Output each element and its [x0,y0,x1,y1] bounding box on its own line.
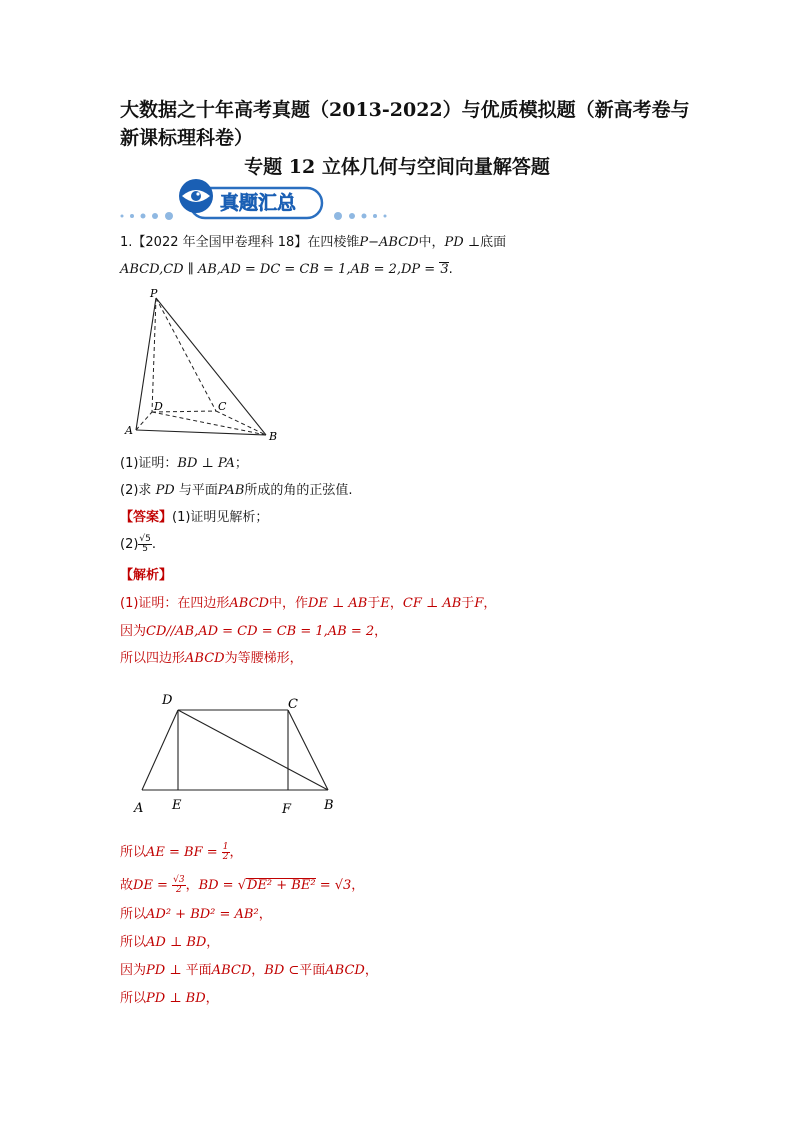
solution-math: ABCD [229,596,269,611]
question-1 [120,455,248,473]
pyramid-figure [118,284,288,444]
solution-fraction [172,876,185,895]
solution-math: ABCD [211,963,252,978]
solution-text: ， [205,991,219,1006]
question-text: 所成的角的正弦值. [244,483,353,498]
fraction-denominator: 2 [175,885,182,895]
solution-line-6 [120,906,272,924]
vertex-label-a: A [125,424,133,437]
solution-text: ， [389,596,403,611]
question-math: PAB [217,483,245,498]
problem-text: . [448,262,453,277]
solution-math: DE ⊥ AB [308,596,368,611]
solution-math: ABCD [325,963,365,978]
problem-math: P−ABCD [359,235,419,250]
solution-text: 平面 [181,963,212,978]
banner-label: 真题汇总 [219,192,297,214]
document-subtitle: 专题 12 立体几何与空间向量解答题 [244,156,550,178]
solution-text: 为等腰梯形， [224,651,303,666]
question-label: (2)求 [120,483,156,498]
solution-line-2 [120,623,387,641]
problem-line-1 [120,234,506,252]
solution-line-5 [120,876,364,895]
solution-math: AE = BF = [146,845,222,860]
vertex-label-d: D [154,400,163,413]
point-label-c: C [288,697,298,712]
solution-math: E [380,596,390,611]
solution-line-1 [120,595,496,613]
solution-text: ， [258,907,272,922]
problem-math: 3 [440,262,449,277]
vertex-label-p: P [150,287,158,300]
problem-math: PD ⊥ [444,235,481,250]
solution-tag: 【解析】 [120,568,173,583]
solution-line-7 [120,934,219,952]
problem-number: 1. [120,235,133,250]
solution-text: ， [185,878,199,893]
solution-text: 所以 [120,935,147,950]
point-label-e: E [172,798,182,813]
solution-text: (1)证明：在四边形 [120,596,230,611]
solution-text: ， [483,596,497,611]
answer-fraction [138,535,151,554]
question-math: BD ⊥ PA [177,456,235,471]
answer-text: (2) [120,537,139,552]
solution-line-8 [120,962,378,980]
question-label: (1)证明： [120,456,178,471]
solution-text: ， [364,963,378,978]
solution-tag-line [120,567,172,585]
solution-line-3 [120,650,303,668]
solution-math: PD ⊥ BD [146,991,206,1006]
solution-text: 所以 [120,845,147,860]
solution-math: ABCD [185,651,225,666]
dot-row-right [334,212,387,220]
point-label-d: D [162,693,173,708]
solution-text: 因为 [120,963,147,978]
point-label-f: F [282,802,292,817]
solution-math: BD = [198,878,238,893]
solution-text: ， [374,624,388,639]
solution-line-9 [120,990,219,1008]
dot-row-left [121,212,174,220]
problem-text: 在四棱锥 [307,235,360,250]
solution-math: AD² + BD² = AB² [146,907,259,922]
solution-text: 平面 [299,963,326,978]
solution-math: CD//AB,AD = CD = CB = 1,AB = 2 [146,624,375,639]
problem-text: 中， [418,235,445,250]
solution-math: F [474,596,484,611]
question-text: ； [234,456,248,471]
solution-text: 所以四边形 [120,651,186,666]
problem-source: 【2022 年全国甲卷理科 18】 [132,235,308,250]
solution-text: 所以 [120,907,147,922]
problem-text: 底面 [480,235,507,250]
question-2 [120,482,353,500]
solution-math: PD ⊥ [146,963,182,978]
question-text: 与平面 [174,483,218,498]
solution-text: 因为 [120,624,147,639]
section-banner [118,178,398,224]
sqrt-symbol: √ [237,878,247,893]
fraction-numerator: √5 [139,534,151,544]
solution-text: 于 [461,596,475,611]
solution-math: CF ⊥ AB [402,596,462,611]
problem-line-2 [120,261,453,279]
solution-text: 于 [367,596,381,611]
solution-text: 中，作 [268,596,308,611]
vertex-label-b: B [269,430,278,443]
solution-text: ， [229,845,243,860]
document-title: 大数据之十年高考真题（2013-2022）与优质模拟题（新高考卷与新课标理科卷） [120,99,690,149]
solution-text: ， [251,963,265,978]
solution-text: ， [206,935,220,950]
solution-math: = √3 [315,878,352,893]
solution-math: DE² + BE² [247,878,316,893]
trapezoid-figure [128,686,348,818]
answer-text: . [151,537,157,552]
answer-line-1 [120,509,268,527]
eye-icon [179,179,213,213]
solution-text: ， [351,878,365,893]
question-math: PD [155,483,175,498]
fraction-numerator: √3 [173,875,185,885]
point-label-a: A [134,801,144,816]
solution-fraction [222,843,230,862]
solution-text: 所以 [120,991,147,1006]
solution-text: 故 [120,878,134,893]
answer-text: (1)证明见解析； [172,510,269,525]
point-label-b: B [324,798,334,813]
fraction-numerator: 1 [222,842,229,852]
answer-tag: 【答案】 [120,510,173,525]
solution-math: AD ⊥ BD [146,935,207,950]
vertex-label-c: C [218,400,227,413]
solution-math: DE = [133,878,173,893]
fraction-denominator: 2 [222,852,229,862]
fraction-denominator: 5 [142,544,149,554]
problem-math: ABCD,CD ∥ AB,AD = DC = CB = 1,AB = 2,DP = [120,262,440,277]
answer-line-2 [120,535,156,554]
solution-line-4 [120,843,243,862]
solution-math: BD ⊂ [264,963,300,978]
